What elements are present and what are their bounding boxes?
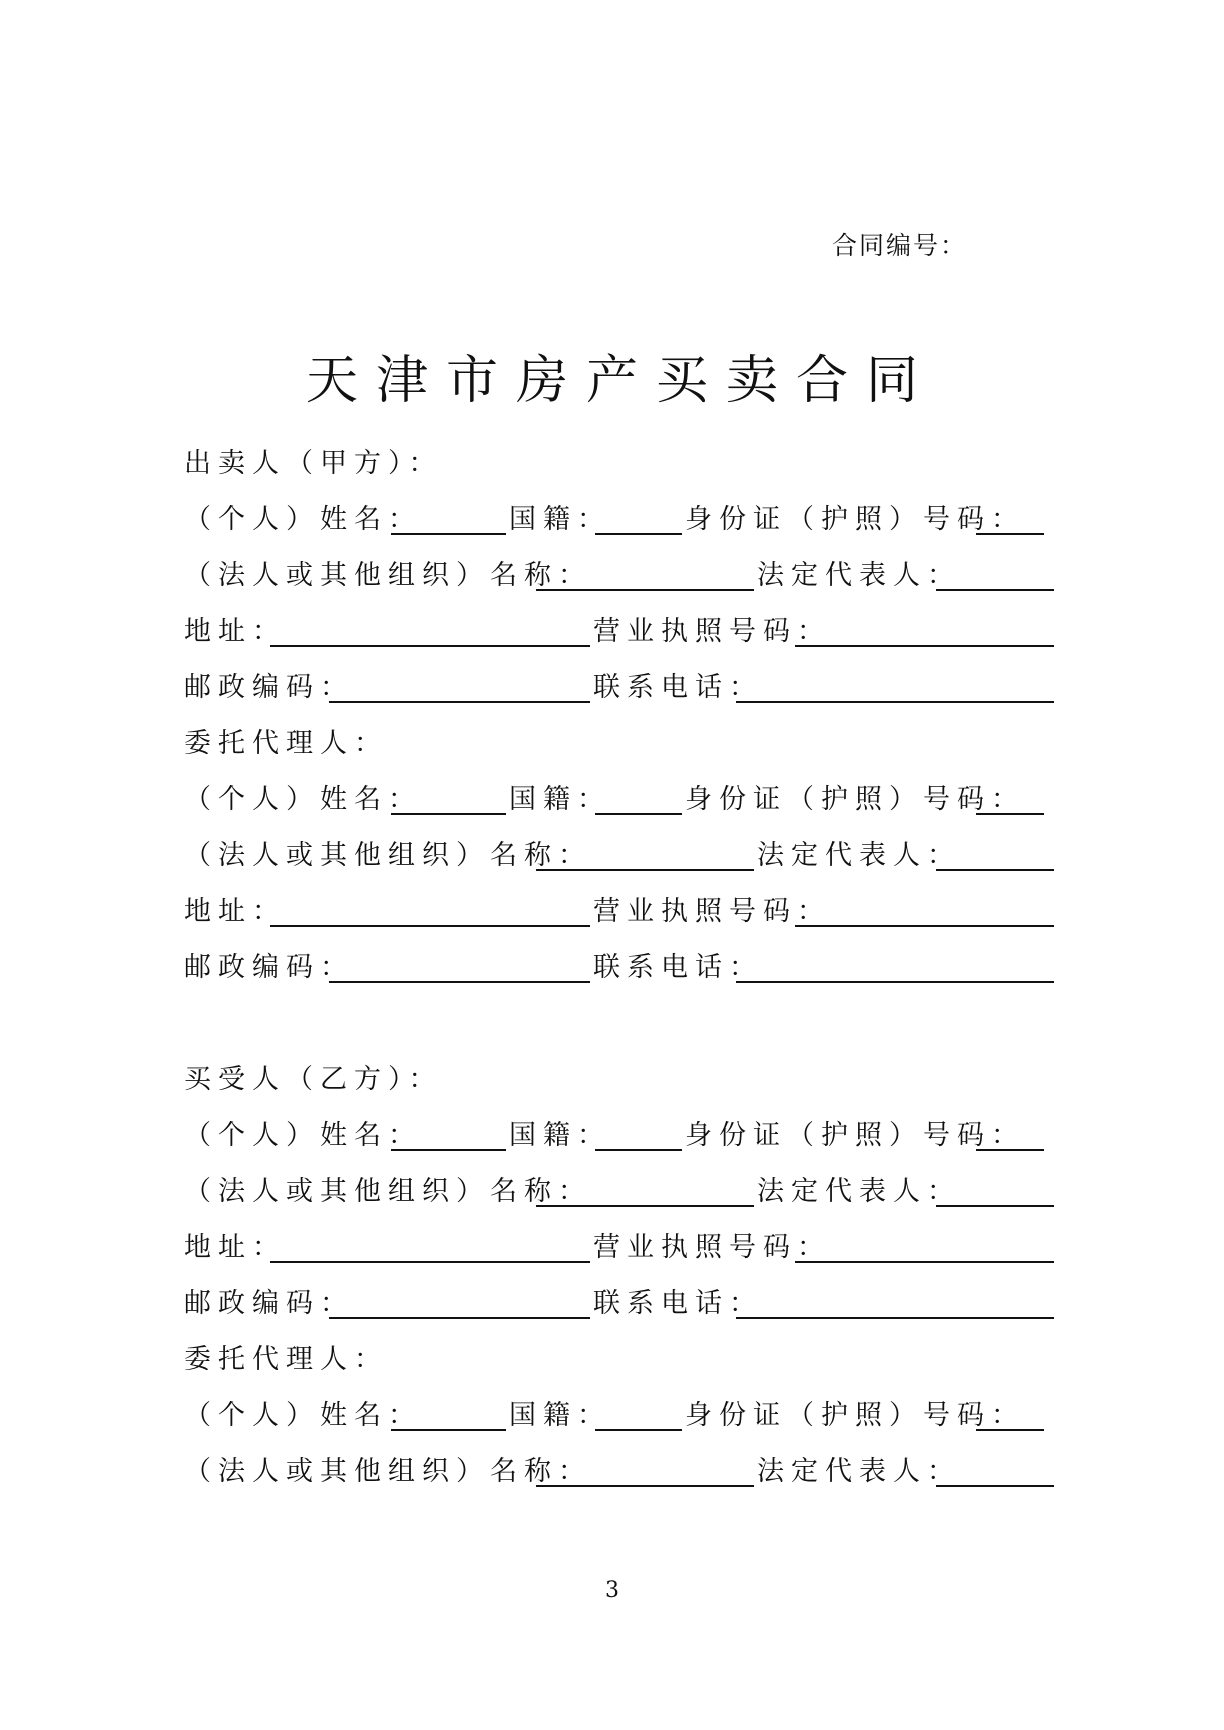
blank-field[interactable] bbox=[329, 981, 590, 983]
phone-label: 联系电话： bbox=[593, 1288, 763, 1319]
phone-label: 联系电话： bbox=[593, 952, 763, 983]
nationality-label: 国籍： bbox=[509, 1120, 611, 1151]
license-no-label: 营业执照号码： bbox=[593, 1232, 831, 1263]
nationality-label: 国籍： bbox=[509, 784, 611, 815]
blank-field[interactable] bbox=[976, 1149, 1044, 1151]
blank-field[interactable] bbox=[976, 1429, 1044, 1431]
blank-field[interactable] bbox=[795, 925, 1054, 927]
blank-field[interactable] bbox=[536, 589, 754, 591]
blank-field[interactable] bbox=[736, 981, 1054, 983]
contract-number-label: 合同编号： bbox=[832, 231, 968, 260]
postal-code-label: 邮政编码： bbox=[184, 952, 354, 983]
legal-rep-label: 法定代表人： bbox=[757, 840, 961, 871]
blank-field[interactable] bbox=[795, 645, 1054, 647]
org-name-label: （法人或其他组织）名称： bbox=[184, 1456, 592, 1487]
blank-field[interactable] bbox=[329, 1317, 590, 1319]
blank-field[interactable] bbox=[270, 1261, 590, 1263]
blank-field[interactable] bbox=[270, 925, 590, 927]
org-name-label: （法人或其他组织）名称： bbox=[184, 560, 592, 591]
section-heading: 出卖人（甲方）： bbox=[184, 448, 443, 479]
id-number-label: 身份证（护照）号码： bbox=[685, 1120, 1025, 1151]
address-label: 地址： bbox=[184, 616, 286, 647]
blank-field[interactable] bbox=[595, 1149, 682, 1151]
blank-field[interactable] bbox=[391, 1149, 506, 1151]
legal-rep-label: 法定代表人： bbox=[757, 560, 961, 591]
id-number-label: 身份证（护照）号码： bbox=[685, 504, 1025, 535]
blank-field[interactable] bbox=[736, 1317, 1054, 1319]
blank-field[interactable] bbox=[976, 813, 1044, 815]
blank-field[interactable] bbox=[536, 1205, 754, 1207]
blank-field[interactable] bbox=[936, 1485, 1054, 1487]
section-heading: 买受人（乙方）： bbox=[184, 1064, 443, 1095]
blank-field[interactable] bbox=[391, 813, 506, 815]
blank-field[interactable] bbox=[536, 869, 754, 871]
personal-name-label: （个人）姓名： bbox=[184, 784, 422, 815]
blank-field[interactable] bbox=[976, 533, 1044, 535]
org-name-label: （法人或其他组织）名称： bbox=[184, 1176, 592, 1207]
id-number-label: 身份证（护照）号码： bbox=[685, 1400, 1025, 1431]
blank-field[interactable] bbox=[936, 1205, 1054, 1207]
blank-field[interactable] bbox=[391, 533, 506, 535]
blank-field[interactable] bbox=[270, 645, 590, 647]
address-label: 地址： bbox=[184, 1232, 286, 1263]
page-title: 天津市房产买卖合同 bbox=[305, 351, 936, 411]
license-no-label: 营业执照号码： bbox=[593, 896, 831, 927]
phone-label: 联系电话： bbox=[593, 672, 763, 703]
personal-name-label: （个人）姓名： bbox=[184, 504, 422, 535]
blank-field[interactable] bbox=[329, 701, 590, 703]
personal-name-label: （个人）姓名： bbox=[184, 1400, 422, 1431]
personal-name-label: （个人）姓名： bbox=[184, 1120, 422, 1151]
section-heading: 委托代理人： bbox=[184, 1344, 388, 1375]
blank-field[interactable] bbox=[936, 869, 1054, 871]
postal-code-label: 邮政编码： bbox=[184, 672, 354, 703]
org-name-label: （法人或其他组织）名称： bbox=[184, 840, 592, 871]
license-no-label: 营业执照号码： bbox=[593, 616, 831, 647]
page-number: 3 bbox=[605, 1578, 619, 1603]
blank-field[interactable] bbox=[936, 589, 1054, 591]
blank-field[interactable] bbox=[795, 1261, 1054, 1263]
postal-code-label: 邮政编码： bbox=[184, 1288, 354, 1319]
blank-field[interactable] bbox=[736, 701, 1054, 703]
blank-field[interactable] bbox=[391, 1429, 506, 1431]
blank-field[interactable] bbox=[595, 533, 682, 535]
section-heading: 委托代理人： bbox=[184, 728, 388, 759]
legal-rep-label: 法定代表人： bbox=[757, 1456, 961, 1487]
nationality-label: 国籍： bbox=[509, 1400, 611, 1431]
blank-field[interactable] bbox=[595, 1429, 682, 1431]
blank-field[interactable] bbox=[536, 1485, 754, 1487]
legal-rep-label: 法定代表人： bbox=[757, 1176, 961, 1207]
nationality-label: 国籍： bbox=[509, 504, 611, 535]
id-number-label: 身份证（护照）号码： bbox=[685, 784, 1025, 815]
blank-field[interactable] bbox=[595, 813, 682, 815]
address-label: 地址： bbox=[184, 896, 286, 927]
